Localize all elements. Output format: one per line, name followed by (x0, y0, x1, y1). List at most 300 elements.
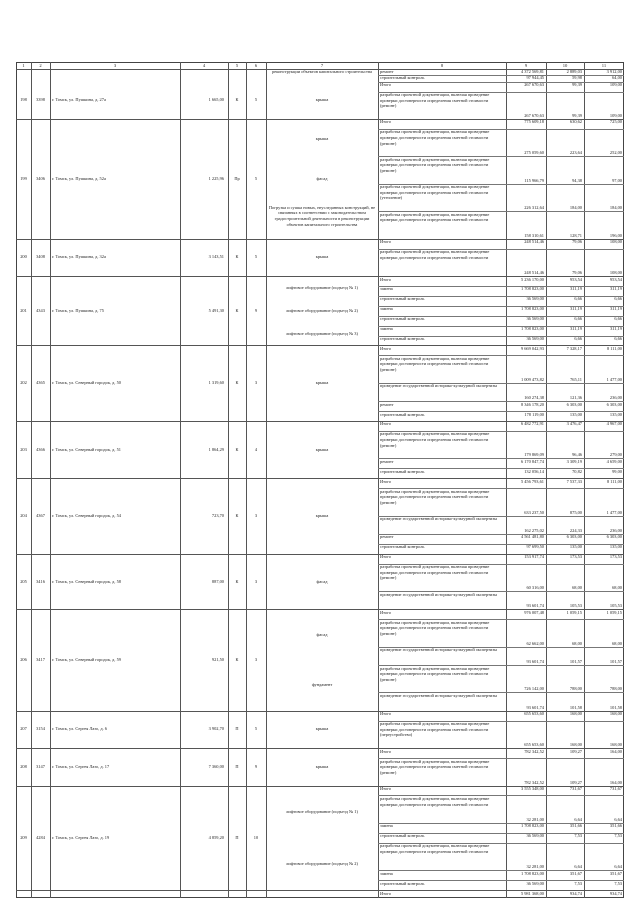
line-name: разработка проектной документации, включая проведение проверки достоверности определения сметной стоимости (380, 795, 490, 807)
line-value-11: 135,00 (609, 411, 622, 417)
row-number: 201 (20, 307, 27, 313)
house-code: 4365 (36, 380, 45, 386)
line-value-9: 6 170 847,74 (520, 458, 544, 464)
line-value-9: 8 346 178,20 (520, 401, 544, 407)
area: 5 491,30 (208, 307, 224, 313)
line-value-10: 7 537,33 (566, 478, 582, 484)
line-value-10: 3 309,19 (566, 458, 582, 464)
area: 1 319,60 (208, 380, 224, 386)
object-label: лифтовое оборудование (подъезд № 1) (286, 808, 358, 814)
column-divider (31, 62, 32, 898)
header-cell-1: 1 (22, 63, 25, 68)
line-value-11: 953,54 (609, 276, 622, 282)
header-cell-5: 5 (235, 63, 239, 68)
line-value-9: 93 601,74 (526, 704, 544, 710)
line-value-11: 311,19 (610, 326, 622, 332)
line-name: строительный контроль (380, 296, 425, 302)
line-value-11: 105,53 (609, 603, 622, 609)
line-value-11: 7,53 (614, 880, 622, 886)
line-value-10: 105,53 (569, 603, 582, 609)
object-label: крыша (315, 380, 329, 386)
floors: 5 (254, 97, 258, 103)
line-value-10: 351,66 (569, 823, 582, 829)
house-code: 3398 (36, 97, 45, 103)
header-cell-4: 4 (202, 63, 206, 68)
line-value-10: 630,62 (569, 119, 582, 125)
line-value-9: 32 281,00 (526, 864, 544, 870)
line-value-11: 236,00 (609, 527, 622, 533)
object-label: фундамент (311, 682, 333, 688)
line-value-11: 311,19 (610, 286, 622, 292)
line-value-11: 1 477,00 (606, 509, 622, 515)
column-divider (266, 62, 267, 898)
line-name: ремонт (380, 401, 394, 407)
line-value-9: 1 708 823,00 (520, 326, 544, 332)
type-code: К (235, 307, 239, 313)
floors: 3 (254, 578, 258, 584)
floors: 5 (254, 726, 258, 732)
line-value-11: 173,53 (609, 554, 622, 560)
line-value-10: 934,74 (569, 890, 582, 896)
object-label: фасад (316, 175, 328, 181)
line-value-10: 79,06 (572, 270, 582, 276)
house-code: 3154 (36, 726, 45, 732)
line-name: строительный контроль (380, 411, 425, 417)
line-value-9: 267 670,63 (524, 112, 544, 118)
line-value-10: 7,53 (574, 880, 582, 886)
floors: 4 (254, 446, 258, 452)
line-value-9: 97 699,50 (526, 544, 544, 550)
area: 1 864,29 (208, 446, 224, 452)
line-value-10: 121,36 (569, 395, 582, 401)
area: 1 225,96 (208, 175, 224, 181)
line-value-9: 160 274,38 (524, 395, 544, 401)
line-value-11: 64,00 (612, 75, 622, 81)
line-value-9: 5 981 368,00 (520, 890, 544, 896)
line-name: разработка проектной документации, включая проведение проверки достоверности определения сметной стоимости (ремонт) (380, 156, 490, 174)
line-value-9: 4 561 481,80 (520, 534, 544, 540)
line-value-10: 6,66 (574, 316, 582, 322)
line-value-10: 6,66 (574, 296, 582, 302)
line-name: разработка проектной документации, включая проведение проверки достоверности определения сметной стоимости (ремонт) (380, 758, 490, 775)
object-label: крыша (315, 254, 329, 260)
line-value-10: 953,54 (569, 276, 582, 282)
line-value-11: 6,64 (614, 816, 622, 822)
floors: 5 (254, 175, 258, 181)
column-divider (246, 62, 247, 898)
line-value-11: 934,74 (609, 890, 622, 896)
object-label: лифтовое оборудование (подъезд № 1) (286, 284, 358, 290)
house-code: 4367 (36, 512, 45, 518)
line-value-10: 99,39 (572, 82, 582, 88)
line-value-9: 1 708 823,00 (520, 306, 544, 312)
line-value-11: 1 059,15 (606, 609, 622, 615)
line-name: Итого (380, 609, 392, 615)
line-name: строительный контроль (380, 468, 425, 474)
column-divider (228, 62, 229, 898)
line-value-10: 59,98 (572, 75, 582, 81)
house-code: 3408 (36, 254, 45, 260)
line-value-10: 1 059,15 (566, 609, 582, 615)
line-value-11: 6,66 (614, 296, 622, 302)
object-label: крыша (315, 512, 329, 518)
line-value-11: 184,00 (609, 205, 622, 211)
row-number: 203 (20, 446, 27, 452)
line-value-11: 168,00 (609, 711, 622, 717)
line-value-11: 1 477,00 (606, 376, 622, 382)
line-name: Итого (380, 345, 392, 351)
line-value-11: 68,00 (612, 640, 622, 646)
line-value-10: 109,27 (569, 779, 582, 785)
line-value-10: 168,00 (569, 742, 582, 748)
line-value-11: 168,00 (609, 742, 622, 748)
line-name: разработка проектной документации, включая проведение проверки достоверности определения сметной стоимости (ремонт) (380, 619, 490, 636)
header-cell-7: 7 (320, 63, 324, 68)
house-code: 3416 (36, 578, 45, 584)
line-value-10: 168,00 (569, 711, 582, 717)
area: 723,70 (211, 512, 224, 518)
type-code: П (235, 834, 239, 840)
address: г. Томск, ул. Сергея Лазо, д. 19 (52, 834, 110, 840)
line-value-11: 109,00 (609, 82, 622, 88)
house-code: 3147 (36, 763, 45, 769)
line-name: Итого (380, 421, 392, 427)
house-code: 4284 (36, 834, 45, 840)
address: г. Томск, ул. Пушкина, д. 75 (52, 307, 104, 313)
line-value-9: 267 670,63 (524, 82, 544, 88)
line-value-9: 3 555 348,00 (520, 786, 544, 792)
line-value-11: 101,57 (609, 659, 622, 665)
area: 7 360,00 (208, 763, 224, 769)
line-value-9: 97 944,45 (526, 75, 544, 81)
line-value-9: 6 482 772,91 (520, 421, 544, 427)
line-value-11: 196,00 (609, 232, 622, 238)
object-label: крыша (315, 135, 329, 141)
line-value-9: 248 514,46 (524, 270, 544, 276)
line-value-9: 655 653,60 (524, 742, 544, 748)
object-label: крыша (315, 763, 329, 769)
line-value-9: 153 917,74 (524, 554, 544, 560)
address: г. Томск, ул. Пушкина, д. 52а (52, 175, 106, 181)
line-value-10: 99,39 (572, 112, 582, 118)
line-name: Итого (380, 82, 392, 88)
row-number: 199 (20, 175, 27, 181)
line-name: разработка проектной документации, включая проведение проверки достоверности определения сметной стоимости (ремонт) (380, 129, 490, 146)
type-code: К (235, 512, 239, 518)
line-name: Итого (380, 890, 392, 896)
line-value-10: 68,00 (572, 585, 582, 591)
house-code: 3406 (36, 175, 45, 181)
floors: 10 (253, 834, 259, 840)
line-name: замена (380, 870, 393, 876)
line-value-10: 101,57 (569, 659, 582, 665)
line-value-11: 351,67 (609, 870, 622, 876)
object-label: лифтовое оборудование (подъезд № 2) (286, 307, 358, 313)
line-name: проведение государственной историко-культурной экспертизы (380, 692, 498, 698)
line-value-9: 4 372 569,81 (520, 69, 544, 74)
address: г. Томск, ул. Пушкина, д. 32а (52, 254, 106, 260)
row-number: 207 (20, 726, 27, 732)
line-value-10: 765,11 (570, 376, 582, 382)
line-value-9: 162 275,02 (524, 527, 544, 533)
column-divider (180, 62, 181, 898)
line-name: разработка проектной документации, включая проведение проверки достоверности определения сметной стоимости (утепление) (380, 184, 490, 201)
line-value-11: 101,58 (609, 704, 622, 710)
line-value-9: 132 056,14 (524, 468, 544, 474)
line-value-9: 1 708 823,00 (520, 286, 544, 292)
line-value-11: 7,53 (614, 833, 622, 839)
line-value-11: 164,00 (609, 748, 622, 754)
line-value-11: 8 111,00 (606, 345, 622, 351)
line-value-11: 3 912,00 (606, 69, 622, 74)
line-value-10: 109,27 (569, 748, 582, 754)
line-name: Итого (380, 119, 392, 125)
type-code: П (235, 726, 239, 732)
line-name: разработка проектной документации, включая проведение проверки достоверности определения сметной стоимости (ремонт) (380, 488, 490, 505)
line-value-9: 93 601,74 (526, 603, 544, 609)
line-value-9: 178 119,00 (524, 411, 544, 417)
line-name: разработка проектной документации, включая проведение проверки достоверности определения сметной стоимости (ремонт) (380, 92, 490, 109)
line-value-11: 6,66 (614, 336, 622, 342)
line-name: проведение государственной историко-культурной экспертизы (380, 647, 498, 653)
floors: 9 (254, 763, 258, 769)
object-label: крыша (315, 97, 329, 103)
line-value-9: 158 310,61 (524, 232, 544, 238)
line-name: строительный контроль (380, 833, 425, 839)
row-number: 205 (20, 578, 27, 584)
line-value-10: 224,33 (569, 527, 582, 533)
house-code: 4366 (36, 446, 45, 452)
line-name: проведение государственной историко-культурной экспертизы (380, 516, 498, 522)
floors: 3 (254, 380, 258, 386)
type-code: К (235, 578, 239, 584)
line-value-10: 6,64 (574, 864, 582, 870)
line-value-11: 311,19 (610, 306, 622, 312)
header-cell-2: 2 (39, 63, 42, 68)
line-value-11: 252,00 (609, 150, 622, 156)
line-value-9: 93 601,74 (526, 659, 544, 665)
area: 4 859,20 (208, 834, 224, 840)
line-value-10: 311,19 (570, 306, 582, 312)
line-value-9: 782 342,52 (524, 748, 544, 754)
line-value-10: 351,67 (569, 870, 582, 876)
type-code: К (235, 254, 239, 260)
line-value-9: 1 708 823,00 (520, 823, 544, 829)
line-value-9: 726 142,00 (524, 686, 544, 692)
line-value-11: 4 659,00 (606, 458, 622, 464)
object-label: крыша (315, 726, 329, 732)
line-name: разработка проектной документации, включая проведение проверки достоверности определения сметной стоимости (380, 249, 490, 260)
header-cell-10: 10 (562, 63, 568, 68)
line-value-9: 115 966,79 (524, 177, 544, 183)
line-name: Итого (380, 554, 392, 560)
line-name: ремонт (380, 534, 394, 540)
floors: 3 (254, 657, 258, 663)
area: 1 665,00 (208, 97, 224, 103)
floors: 9 (254, 307, 258, 313)
line-value-10: 68,00 (572, 640, 582, 646)
address: г. Томск, ул. Сергея Лазо, д. 6 (52, 726, 107, 732)
line-value-9: 775 609,18 (524, 119, 544, 125)
line-name: Итого (380, 276, 392, 282)
object-label: лифтовое оборудование (подъезд № 2) (286, 860, 358, 866)
type-code: П (235, 763, 239, 769)
line-name: строительный контроль (380, 75, 425, 81)
line-value-10: 135,00 (569, 544, 582, 550)
line-name: Итого (380, 239, 392, 245)
line-value-10: 311,19 (570, 326, 582, 332)
line-name: Итого (380, 711, 392, 717)
object-label: лифтовое оборудование (подъезд № 3) (286, 330, 358, 336)
row-number: 198 (20, 97, 27, 103)
line-value-9: 36 569,00 (526, 316, 544, 322)
line-value-11: 279,00 (609, 452, 622, 458)
line-value-11: 788,00 (609, 686, 622, 692)
line-value-11: 108,00 (609, 239, 622, 245)
type-code: К (235, 97, 239, 103)
type-code: Пр (234, 175, 240, 181)
line-name: строительный контроль (380, 316, 425, 322)
header-cell-8: 8 (440, 63, 444, 68)
line-value-10: 94,38 (572, 177, 582, 183)
line-value-9: 36 569,00 (526, 336, 544, 342)
row-number: 206 (20, 657, 27, 663)
header-cell-6: 6 (254, 63, 258, 68)
line-name: Итого (380, 478, 392, 484)
line-name: строительный контроль (380, 544, 425, 550)
line-name: замена (380, 306, 393, 312)
line-value-10: 173,53 (569, 554, 582, 560)
area: 3 902,70 (208, 726, 224, 732)
line-value-9: 248 514,46 (524, 239, 544, 245)
line-value-11: 236,00 (609, 395, 622, 401)
type-code: К (235, 657, 239, 663)
line-value-9: 976 007,48 (524, 609, 544, 615)
floors: 5 (254, 254, 258, 260)
line-value-10: 875,00 (569, 509, 582, 515)
line-name: разработка проектной документации, включая проведение проверки достоверности определения сметной стоимости (ремонт) (380, 564, 490, 581)
type-code: К (235, 446, 239, 452)
line-value-9: 179 869,09 (524, 452, 544, 458)
line-value-10: 79,06 (572, 239, 582, 245)
line-value-9: 275 059,60 (524, 150, 544, 156)
line-name: разработка проектной документации, включая проведение проверки достоверности определения сметной стоимости (380, 211, 490, 223)
line-value-10: 311,19 (570, 286, 582, 292)
line-name: разработка проектной документации, включая проведение проверки достоверности определения сметной стоимости (ремонт) (380, 431, 490, 448)
line-value-10: 731,67 (569, 786, 582, 792)
row-number: 209 (20, 834, 27, 840)
line-value-9: 9 669 042,93 (520, 345, 544, 351)
line-name: строительный контроль (380, 336, 425, 342)
line-value-9: 633 237,50 (524, 509, 544, 515)
line-value-9: 5 236 170,00 (520, 276, 544, 282)
line-name: проведение государственной историко-культурной экспертизы (380, 383, 498, 389)
area: 887,00 (211, 578, 224, 584)
line-value-11: 6,64 (614, 864, 622, 870)
line-name: разработка проектной документации, включая проведение проверки достоверности определения сметной стоимости (380, 843, 490, 854)
row-number: 202 (20, 380, 27, 386)
line-value-9: 36 569,00 (526, 296, 544, 302)
line-value-9: 60 316,00 (526, 585, 544, 591)
area: 921,50 (211, 657, 224, 663)
line-value-11: 6 303,00 (606, 401, 622, 407)
line-value-9: 5 456 793,61 (520, 478, 544, 484)
line-value-11: 109,00 (609, 112, 622, 118)
column-divider (50, 62, 51, 898)
line-name: разработка проектной документации, включая проведение проверки достоверности определения сметной стоимости (ремонт) (380, 355, 490, 373)
line-name: разработка проектной документации, включая проведение проверки достоверности определения сметной стоимости (ремонт) (380, 665, 490, 682)
line-value-10: 6,66 (574, 336, 582, 342)
object-label: фасад (316, 631, 328, 637)
line-value-9: 655 653,60 (524, 711, 544, 717)
line-value-10: 6,64 (574, 816, 582, 822)
line-value-11: 68,00 (612, 585, 622, 591)
line-value-10: 3 476,47 (566, 421, 582, 427)
line-name: замена (380, 326, 393, 332)
line-value-9: 36 569,00 (526, 880, 544, 886)
header-cell-3: 3 (113, 63, 117, 68)
area: 3 143,51 (208, 254, 224, 260)
line-name: разработка проектной документации, включая проведение проверки достоверности определения сметной стоимости (переустройство) (380, 721, 490, 738)
line-name: проведение государственной историко-культурной экспертизы (380, 591, 498, 597)
line-value-11: 99,00 (612, 468, 622, 474)
address: г. Томск, ул. Северный городок, д. 58 (52, 578, 122, 584)
address: г. Томск, ул. Северный городок, д. 59 (52, 657, 122, 663)
line-value-11: 135,00 (609, 544, 622, 550)
object-label: Погрузка и сушка новых, неуследанных конструкций, не связанных в соответствии с законодательством градостроительной деятельности в реконструкции объектов капитального строительства (268, 204, 376, 227)
row-number: 200 (20, 254, 27, 260)
line-name: замена (380, 823, 393, 829)
line-value-9: 1 009 473,82 (520, 376, 544, 382)
line-value-10: 128,71 (569, 232, 582, 238)
line-value-10: 96,46 (572, 452, 582, 458)
row-number: 204 (20, 512, 27, 518)
line-value-9: 1 708 823,00 (520, 870, 544, 876)
line-value-9: 62 662,00 (526, 640, 544, 646)
line-value-10: 6 303,00 (566, 534, 582, 540)
address: г. Томск, ул. Пушкина, д. 27а (52, 97, 106, 103)
line-name: Итого (380, 748, 392, 754)
line-value-10: 7,53 (574, 833, 582, 839)
header-cell-11: 11 (601, 63, 607, 68)
line-value-11: 6,66 (614, 316, 622, 322)
column-divider (378, 62, 379, 898)
line-value-11: 8 111,00 (606, 478, 622, 484)
line-value-10: 2 889,03 (566, 69, 582, 74)
address: г. Томск, ул. Сергея Лазо, д. 17 (52, 763, 110, 769)
line-value-10: 7 328,17 (566, 345, 582, 351)
line-value-11: 164,00 (609, 779, 622, 785)
address: г. Томск, ул. Северный городок, д. 54 (52, 512, 122, 518)
line-value-10: 788,00 (569, 686, 582, 692)
line-value-11: 351,66 (609, 823, 622, 829)
line-value-10: 135,00 (569, 411, 582, 417)
line-value-10: 6 303,00 (566, 401, 582, 407)
line-name: Итого (380, 786, 392, 792)
object-label: фасад (316, 578, 328, 584)
header-cell-9: 9 (524, 63, 528, 68)
line-value-9: 226 312,64 (524, 205, 544, 211)
floors: 3 (254, 512, 258, 518)
line-name: замена (380, 286, 393, 292)
house-code: 3417 (36, 657, 45, 663)
house-code: 4343 (36, 307, 45, 313)
line-name: ремонт (380, 69, 394, 74)
address: г. Томск, ул. Северный городок, д. 50 (52, 380, 122, 386)
line-value-11: 6 303,00 (606, 534, 622, 540)
line-name: ремонт (380, 458, 394, 464)
line-value-9: 782 342,52 (524, 779, 544, 785)
